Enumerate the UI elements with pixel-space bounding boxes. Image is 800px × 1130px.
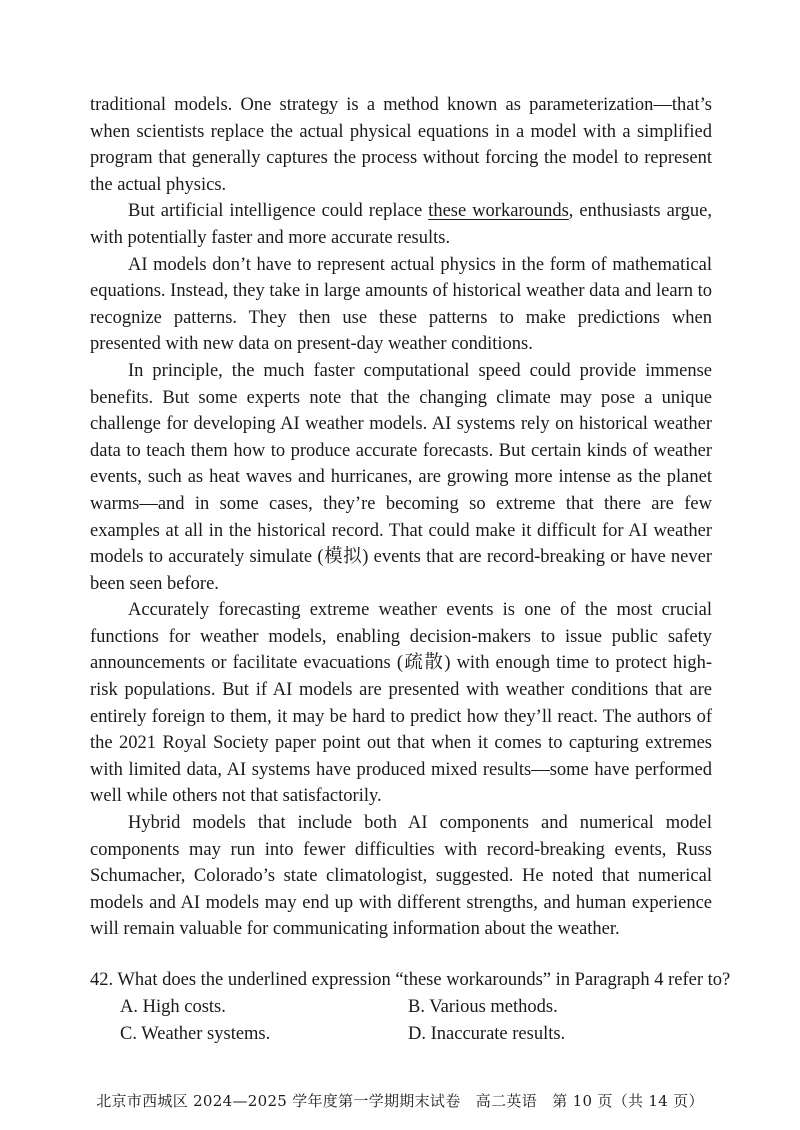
paragraph-2-after: , enthusiasts argue, with potentially faster and more accurate results. xyxy=(90,201,712,248)
paragraph-2 xyxy=(90,198,712,251)
paragraph-6: Hybrid models that include both AI components and numerical model components may run into fewer difficulties with record-breaking events, Russ Schumacher, Colorado’s state climatologist, suggested. He noted that numerical models and AI models may end up with different strengths, and human experience will remain valuable for communicating information about the weather. xyxy=(90,813,712,940)
paragraph-5: Accurately forecasting extreme weather events is one of the most crucial functions for weather models, enabling decision-makers to issue public safety announcements or facilitate evacuations (疏散) with enough time to protect high-risk populations. But if AI models are presented with weather conditions that are entirely foreign to them, it may be hard to predict how they’ll react. The authors of the 2021 Royal Society paper point out that when it comes to capturing extremes with limited data, AI systems have produced mixed results—some have performed well while others not that satisfactorily. xyxy=(90,600,712,807)
option-c[interactable]: C. Weather systems. xyxy=(120,1024,271,1044)
answer-options xyxy=(90,994,730,1048)
paragraph-1: traditional models. One strategy is a method known as parameterization—that’s when scientists replace the actual physical equations in a model with a simplified program that generally captures the process without forcing the model to represent the actual physics. xyxy=(90,95,712,195)
question-stem: 42. What does the underlined expression “these workarounds” in Paragraph 4 refer to? xyxy=(90,970,731,990)
page-footer: 北京市西城区 2024—2025 学年度第一学期期末试卷 高二英语 第 10 页（共 14 页） xyxy=(96,1092,704,1110)
question-42 xyxy=(90,967,730,1048)
passage xyxy=(90,92,712,943)
paragraph-2-before: But artificial intelligence could replace xyxy=(128,201,429,222)
paragraph-3: AI models don’t have to represent actual physics in the form of mathematical equations. Instead, they take in large amounts of historical weather data and learn to recognize patterns. They then use these patterns to make predictions when presented with new data on present-day weather conditions. xyxy=(90,254,712,355)
option-d[interactable]: D. Inaccurate results. xyxy=(408,1024,566,1044)
underlined-expression: these workarounds xyxy=(428,201,569,222)
option-a[interactable]: A. High costs. xyxy=(120,997,226,1017)
option-b[interactable]: B. Various methods. xyxy=(408,997,558,1017)
paragraph-4: In principle, the much faster computational speed could provide immense benefits. But some experts note that the changing climate may pose a unique challenge for developing AI weather models. AI systems rely on historical weather data to teach them how to produce accurate forecasts. But certain kinds of weather events, such as heat waves and hurricanes, are growing more intense as the planet warms—and in some cases, they’re becoming so extreme that there are few examples at all in the historical record. That could make it difficult for AI weather models to accurately simulate (模拟) events that are record-breaking or have never been seen before. xyxy=(90,360,712,594)
